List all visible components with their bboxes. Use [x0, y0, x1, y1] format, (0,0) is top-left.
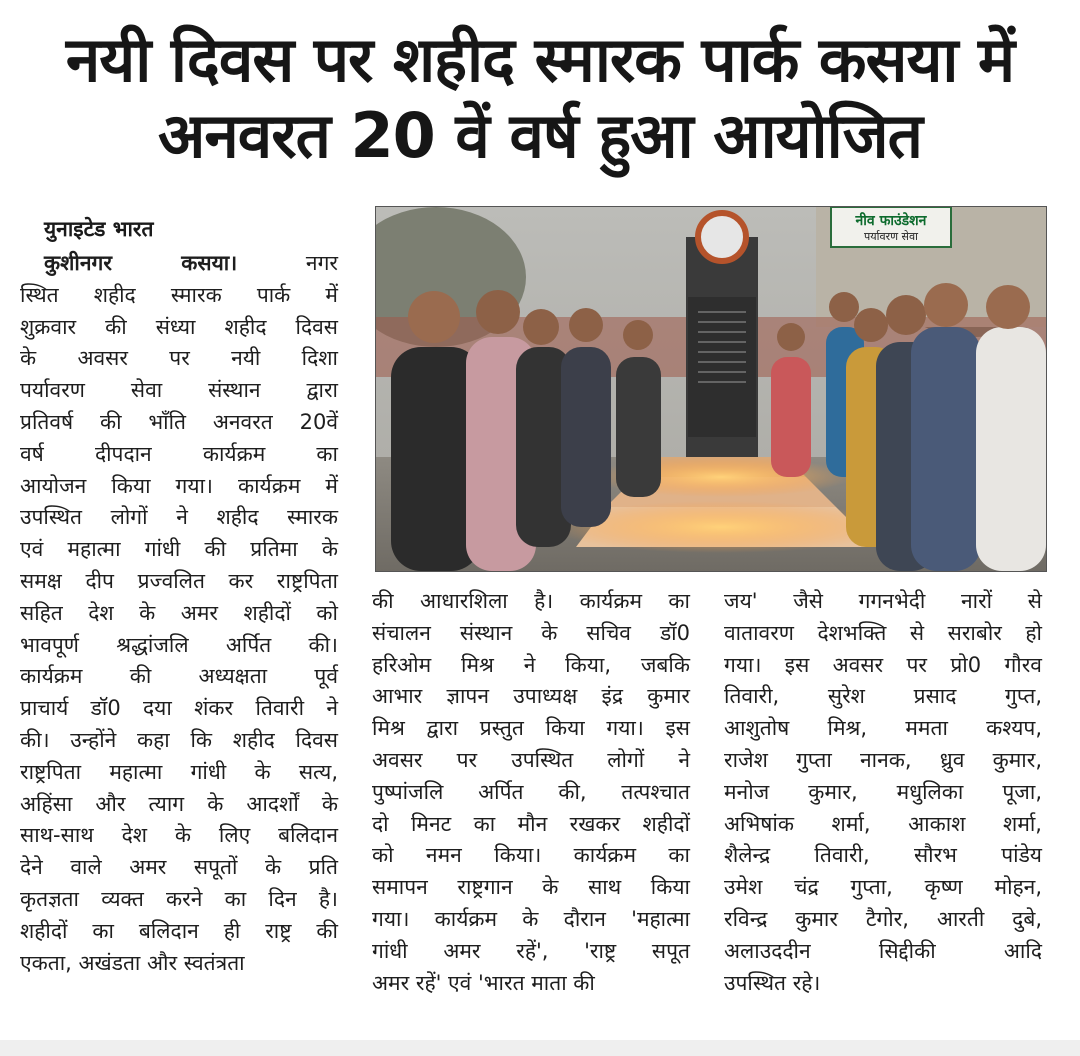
- article-line: समक्ष दीप प्रज्वलित कर राष्ट्रपिता: [20, 568, 338, 593]
- headline-line-1: नयी दिवस पर शहीद स्मारक पार्क कसया में: [65, 23, 1015, 96]
- article-line: शैलेन्द्र तिवारी, सौरभ पांडेय: [724, 843, 1042, 868]
- article-line: कार्यक्रम की अध्यक्षता पूर्व: [20, 664, 338, 689]
- article-line: मनोज कुमार, मधुलिका पूजा,: [724, 779, 1042, 804]
- article-line: को नमन किया। कार्यक्रम का: [372, 843, 690, 868]
- article-line: अवसर पर उपस्थित लोगों ने: [372, 747, 690, 772]
- article-line: की आधारशिला है। कार्यक्रम का: [372, 589, 690, 613]
- article-line: संचालन संस्थान के सचिव डॉ0: [372, 620, 690, 645]
- article-line: मिश्र द्वारा प्रस्तुत किया गया। इस: [372, 716, 690, 741]
- article-line: शुक्रवार की संध्या शहीद दिवस: [20, 314, 338, 339]
- article-line: दो मिनट का मौन रखकर शहीदों: [372, 811, 690, 836]
- article-column-1: [20, 248, 338, 979]
- article-line: समापन राष्ट्रगान के साथ किया: [372, 875, 690, 900]
- article-line: पर्यावरण सेवा संस्थान द्वारा: [20, 378, 338, 403]
- dateline: कुशीनगर कसया।: [44, 251, 238, 275]
- article-line: शहीदों का बलिदान ही राष्ट्र की: [20, 918, 338, 943]
- article-line: सहित देश के अमर शहीदों को: [20, 600, 338, 625]
- article-line: गया। कार्यक्रम के दौरान 'महात्मा: [372, 906, 690, 931]
- article-line: के अवसर पर नयी दिशा: [20, 346, 338, 371]
- article-line: कुशीनगर कसया। नगर: [44, 251, 338, 275]
- article-line: आयोजन किया गया। कार्यक्रम में: [20, 473, 338, 498]
- article-column-3: [724, 586, 1042, 999]
- article-line: राष्ट्रपिता महात्मा गांधी के सत्य,: [20, 759, 338, 784]
- article-line: वर्ष दीपदान कार्यक्रम का: [20, 441, 338, 466]
- headline: [0, 22, 1080, 174]
- article-line: की। उन्होंने कहा कि शहीद दिवस: [20, 727, 338, 752]
- article-line: कृतज्ञता व्यक्त करने का दिन है।: [20, 886, 338, 911]
- photo-illustration: [376, 207, 1046, 571]
- article-line: अलाउददीन सिद्दीकी आदि: [724, 938, 1042, 963]
- article-line: उमेश चंद्र गुप्ता, कृष्ण मोहन,: [724, 875, 1042, 900]
- article-line: एवं महात्मा गांधी की प्रतिमा के: [20, 537, 338, 562]
- article-line: प्राचार्य डॉ0 दया शंकर तिवारी ने: [20, 696, 338, 721]
- article-line: प्रतिवर्ष की भाँति अनवरत 20वें: [20, 409, 338, 434]
- monument-emblem: [698, 213, 746, 261]
- article-line: अमर रहें' एवं 'भारत माता की: [372, 970, 595, 995]
- article-line: उपस्थित लोगों ने शहीद स्मारक: [20, 505, 338, 530]
- byline: युनाइटेड भारत: [44, 217, 154, 241]
- article-line: आभार ज्ञापन उपाध्यक्ष इंद्र कुमार: [372, 684, 690, 709]
- article-line: अभिषांक शर्मा, आकाश शर्मा,: [724, 811, 1042, 836]
- article-column-2: [372, 586, 690, 999]
- article-line: एकता, अखंडता और स्वतंत्रता: [20, 950, 245, 975]
- headline-line-2: अनवरत 20 वें वर्ष हुआ आयोजित: [157, 99, 922, 172]
- article-line: पुष्पांजलि अर्पित की, तत्पश्चात: [372, 779, 690, 804]
- signboard-subtext: पर्यावरण सेवा: [864, 230, 918, 243]
- article-line: देने वाले अमर सपूतों के प्रति: [20, 855, 338, 880]
- article-line: वातावरण देशभक्ति से सराबोर हो: [724, 620, 1042, 645]
- article-line: तिवारी, सुरेश प्रसाद गुप्त,: [724, 684, 1042, 709]
- article-line: गया। इस अवसर पर प्रो0 गौरव: [724, 652, 1042, 677]
- article-line: अहिंसा और त्याग के आदर्शों के: [20, 791, 338, 816]
- article-line: भावपूर्ण श्रद्धांजलि अर्पित की।: [20, 632, 338, 657]
- monument-plaque: [688, 297, 756, 437]
- article-line: आशुतोष मिश्र, ममता कश्यप,: [724, 716, 1042, 741]
- signboard-text: नीव फाउंडेशन: [855, 213, 927, 229]
- news-photo: [375, 206, 1047, 572]
- article-line: गांधी अमर रहें', 'राष्ट्र सपूत: [372, 938, 690, 963]
- article-line: साथ-साथ देश के लिए बलिदान: [20, 823, 338, 848]
- article-line: उपस्थित रहे।: [724, 970, 821, 995]
- article-line: रविन्द्र कुमार टैगोर, आरती दुबे,: [724, 906, 1042, 931]
- article-line: राजेश गुप्ता नानक, ध्रुव कुमार,: [724, 747, 1042, 772]
- article-line: हरिओम मिश्र ने किया, जबकि: [372, 652, 690, 677]
- page-footer-band: [0, 1040, 1080, 1056]
- article-line: जय' जैसे गगनभेदी नारों से: [724, 589, 1042, 613]
- article-line: स्थित शहीद स्मारक पार्क में: [20, 282, 338, 307]
